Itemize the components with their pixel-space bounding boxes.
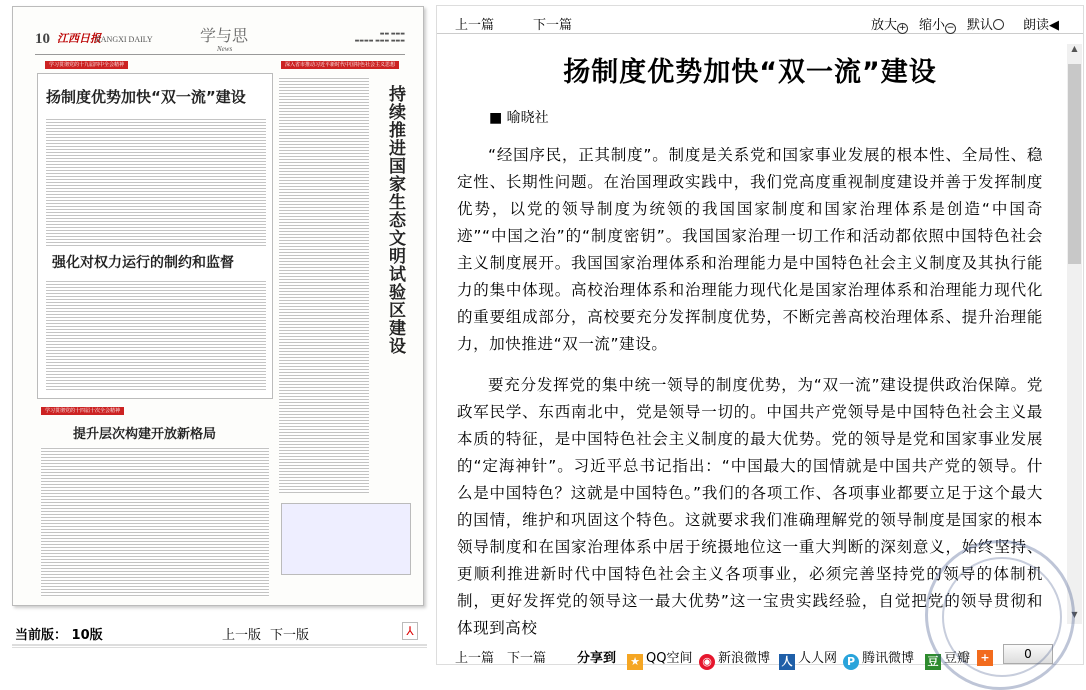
page-nav-bar xyxy=(12,620,427,648)
masthead-logo: 江西日报 xyxy=(57,33,101,45)
renren-icon: 人 xyxy=(779,654,795,670)
more-share-icon: + xyxy=(977,650,993,666)
prev-article-link[interactable]: 上一篇 xyxy=(455,18,495,33)
section-banner: 学习贯彻党的十九届四中全会精神 xyxy=(45,61,128,69)
circle-icon xyxy=(993,19,1004,30)
article-bottom-bar xyxy=(437,636,1083,666)
next-article-link[interactable]: 下一篇 xyxy=(533,18,573,33)
share-label: 分享到 xyxy=(577,651,617,666)
share-more[interactable] xyxy=(977,647,996,666)
plus-icon: + xyxy=(898,23,907,33)
pdf-icon[interactable]: ⅄ xyxy=(402,622,418,640)
speaker-icon: ◀︎ xyxy=(1049,18,1060,33)
bottom-next-article-link[interactable]: 下一篇 xyxy=(507,651,547,666)
article-title: 扬制度优势加快“双一流”建设 xyxy=(563,57,937,88)
read-aloud-button[interactable]: 朗读◀︎ xyxy=(1023,18,1060,33)
newspaper-header xyxy=(35,26,405,55)
headline-1: 扬制度优势加快“双一流”建设 xyxy=(46,88,246,106)
scroll-up-arrow-icon[interactable]: ▲ xyxy=(1071,44,1078,53)
prev-page-link[interactable]: 上一版 xyxy=(222,628,262,643)
article-paragraph: 要充分发挥党的集中统一领导的制度优势，为“双一流”建设提供政治保障。党政军民学、东西南北中，党是领导一切的。中国共产党领导是中国特色社会主义最本质的特征，是中国特色社会主义制度的最大优势。党的领导是党和国家事业发展的“定海神针”。习近平总书记指出：“中国最大的国情就是中国共产党的领导。什么是中国特色？这就是中国特色。”我们的各项工作、各项事业都要立足于这个最大的国情，维护和巩固这个特色。这就要求我们准确理解党的领导制度是国家的根本领导制度和在国家治理体系中居于统摄地位这一重大判断的深刻意义，始终坚持、更顺利推进新时代中国特色社会主义各项事业，必须完善坚持党的领导的体制机制，更好发挥党的领导这一最大优势”这一宝贵实践经验，自觉把党的领导贯彻和体现到高校 xyxy=(457,376,1043,637)
masthead-info: ▬▬ ▬▬▬ ▬▬▬▬ ▬▬▬ ▬▬▬ xyxy=(354,31,405,44)
share-count: 0 xyxy=(1003,644,1053,664)
qzone-icon: ★ xyxy=(627,654,643,670)
share-qzone[interactable]: ★ QQ空间 xyxy=(627,647,692,670)
zoom-in-button[interactable]: 放大 + xyxy=(871,18,907,33)
zoom-out-button[interactable]: 缩小 − xyxy=(919,18,955,33)
divider xyxy=(12,644,427,648)
share-douban[interactable]: 豆 豆瓣 xyxy=(925,647,970,670)
article-paragraph: “经国序民，正其制度”。制度是关系党和国家事业发展的根本性、全局性、稳定性、长期性问题。在治国理政实践中，我们党高度重视制度建设并善于发挥制度优势，以党的领导制度为统领的我国国家制度和国家治理体系是创造“中国奇迹”“中国之治”的“制度密钥”。我国国家治理一切工作和活动都依照中国特色社会主义制度展开。我国国家治理体系和治理能力是中国特色社会主义制度及其执行能力的集中体现。高校治理体系和治理能力现代化是国家治理体系和治理能力现代化的重要组成部分，高校要充分发挥制度优势，不断完善高校治理体系、提升治理能力，加快推进“双一流”建设。 xyxy=(457,146,1043,353)
article-panel xyxy=(436,5,1084,668)
section-banner: 深入省市推动习近平新时代中国特色社会主义思想 xyxy=(281,61,399,69)
article-toolbar xyxy=(437,6,1083,34)
bottom-prev-article-link[interactable]: 上一篇 xyxy=(455,651,495,666)
tencent-weibo-icon: P xyxy=(843,654,859,670)
section-banner: 学习贯彻党的十四届十次全会精神 xyxy=(41,407,124,415)
douban-icon: 豆 xyxy=(925,654,941,670)
minus-icon: − xyxy=(946,23,955,33)
headline-3: 提升层次构建开放新格局 xyxy=(73,427,217,442)
vertical-headline: 持续推进国家生态文明试验区建设 xyxy=(385,85,405,355)
section-name: 学与思 xyxy=(200,26,249,45)
current-page: 当前版： 10版 xyxy=(15,628,103,643)
article-content xyxy=(437,36,1067,637)
share-tencent-weibo[interactable]: P 腾讯微博 xyxy=(843,647,914,670)
section-name-en: News xyxy=(217,45,233,53)
scroll-down-arrow-icon[interactable]: ▼ xyxy=(1071,610,1078,619)
page-number: 10 xyxy=(35,31,50,47)
weibo-icon: ◉ xyxy=(699,654,715,670)
cartoon-image xyxy=(281,503,411,575)
newspaper-page-image[interactable] xyxy=(12,6,424,606)
scrollbar-thumb[interactable] xyxy=(1068,64,1081,264)
share-weibo[interactable]: ◉ 新浪微博 xyxy=(699,647,770,670)
default-size-button[interactable]: 默认 xyxy=(967,14,1004,33)
article-block-1[interactable] xyxy=(37,73,273,399)
article-author: ■ 喻晓社 xyxy=(489,110,549,126)
next-page-link[interactable]: 下一版 xyxy=(270,628,310,643)
headline-2: 强化对权力运行的制约和监督 xyxy=(52,255,234,271)
masthead-en: JIANGXI DAILY xyxy=(95,35,153,44)
scrollbar[interactable] xyxy=(1067,44,1082,624)
share-renren[interactable]: 人 人人网 xyxy=(779,647,837,670)
